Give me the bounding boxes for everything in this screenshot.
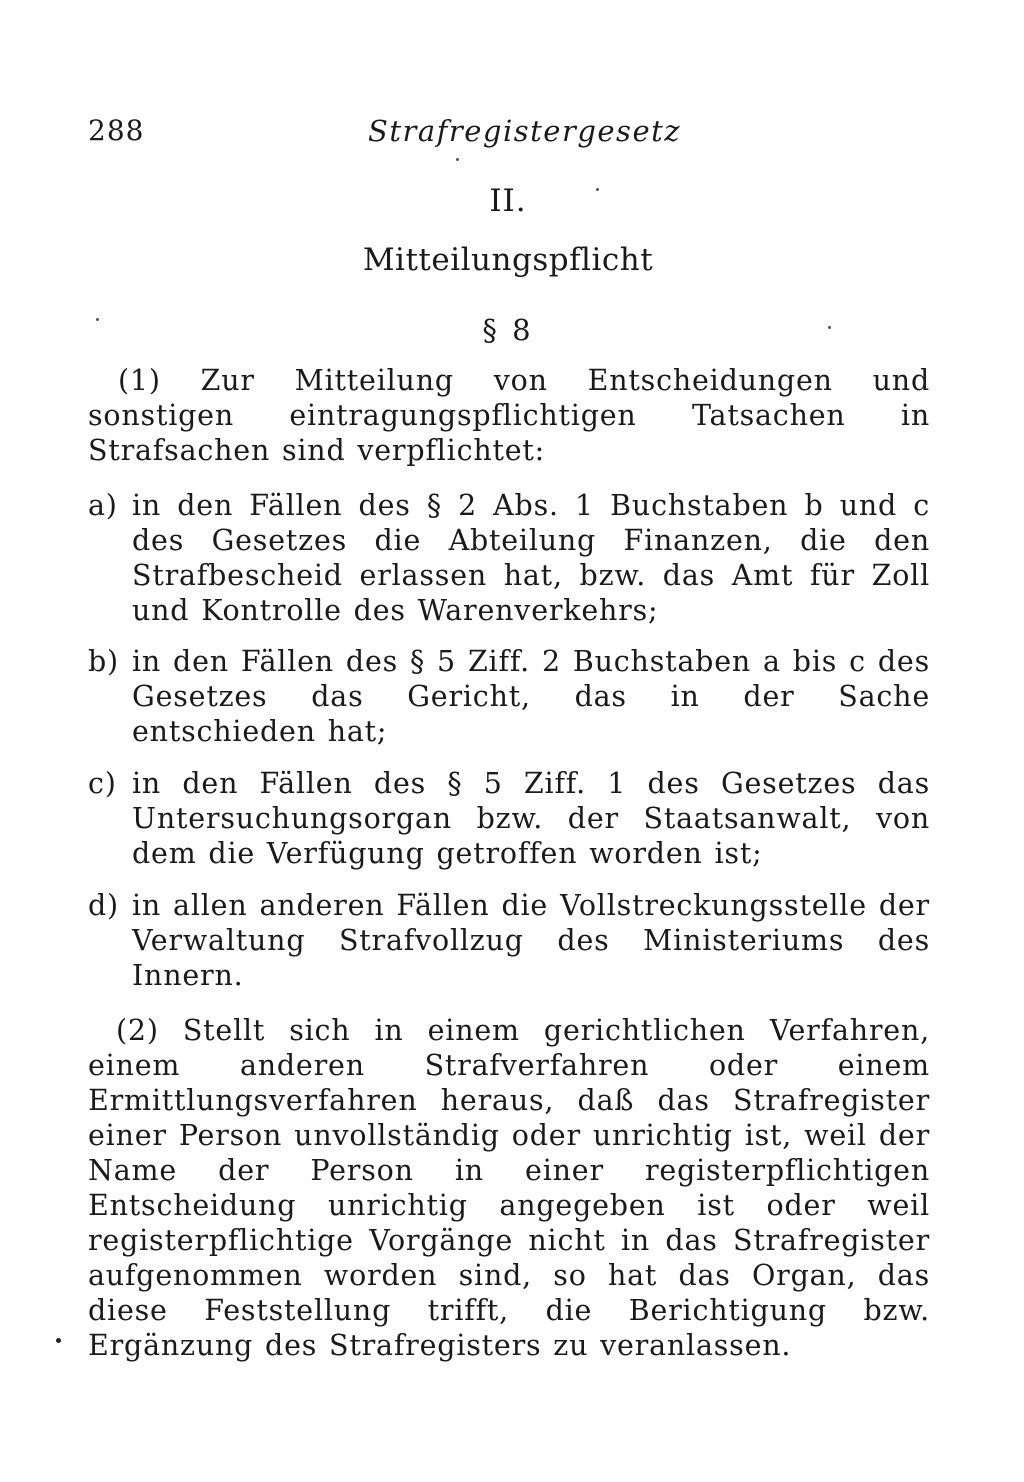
paragraph-2-text: (2) Stellt sich in einem gerichtlichen Verfahren, einem anderen Strafverfahren oder einem Ermittlungsverfahren heraus, daß das Strafregister einer Person unvollständig oder unrichtig ist, weil der Name der Person in einer registerpflichtigen Entscheidung unrichtig angegeben ist oder weil registerpflichtige Vorgänge nicht in das Strafregister aufgenommen worden sind, so hat das Organ, das diese Feststellung trifft, die Berichtigung bzw. Ergänzung des Strafregisters zu veranlassen. — [88, 1014, 930, 1362]
section-title: Mitteilungspflicht — [362, 242, 654, 278]
print-speck — [456, 158, 459, 161]
list-item-marker: d) — [88, 889, 119, 922]
list-item-marker: a) — [88, 489, 118, 522]
list-item-text: in den Fällen des § 5 Ziff. 1 des Gesetzes das Untersuchungsorgan bzw. der Staatsanwalt, von dem die Verfügung getroffen worden ist; — [132, 767, 930, 870]
paragraph-heading: § 8 — [482, 313, 534, 347]
list-item-text: in allen anderen Fällen die Vollstreckungsstelle der Verwaltung Strafvollzug des Ministeriums des Innern. — [132, 889, 930, 992]
print-speck — [56, 1338, 61, 1343]
page-number: 288 — [88, 114, 145, 147]
list-item-text: in den Fällen des § 2 Abs. 1 Buchstaben b und c des Gesetzes die Abteilung Finanzen, die den Strafbescheid erlassen hat, bzw. das Amt für Zoll und Kontrolle des Warenverkehrs; — [132, 489, 930, 627]
list-item-marker: b) — [88, 645, 119, 678]
print-speck — [96, 318, 99, 321]
print-speck — [828, 326, 831, 329]
section-numeral: II. — [489, 183, 527, 219]
paragraph-1 — [88, 363, 930, 468]
print-speck — [596, 188, 599, 191]
list-item-marker: c) — [88, 767, 117, 800]
running-head: Strafregistergesetz — [368, 114, 682, 148]
paragraph-1-text: (1) Zur Mitteilung von Entscheidungen und sonstigen eintragungspflichtigen Tatsachen in Strafsachen sind verpflichtet: — [88, 364, 930, 467]
list-item-text: in den Fällen des § 5 Ziff. 2 Buchstaben a bis c des Gesetzes das Gericht, das in der Sache entschieden hat; — [132, 645, 930, 748]
